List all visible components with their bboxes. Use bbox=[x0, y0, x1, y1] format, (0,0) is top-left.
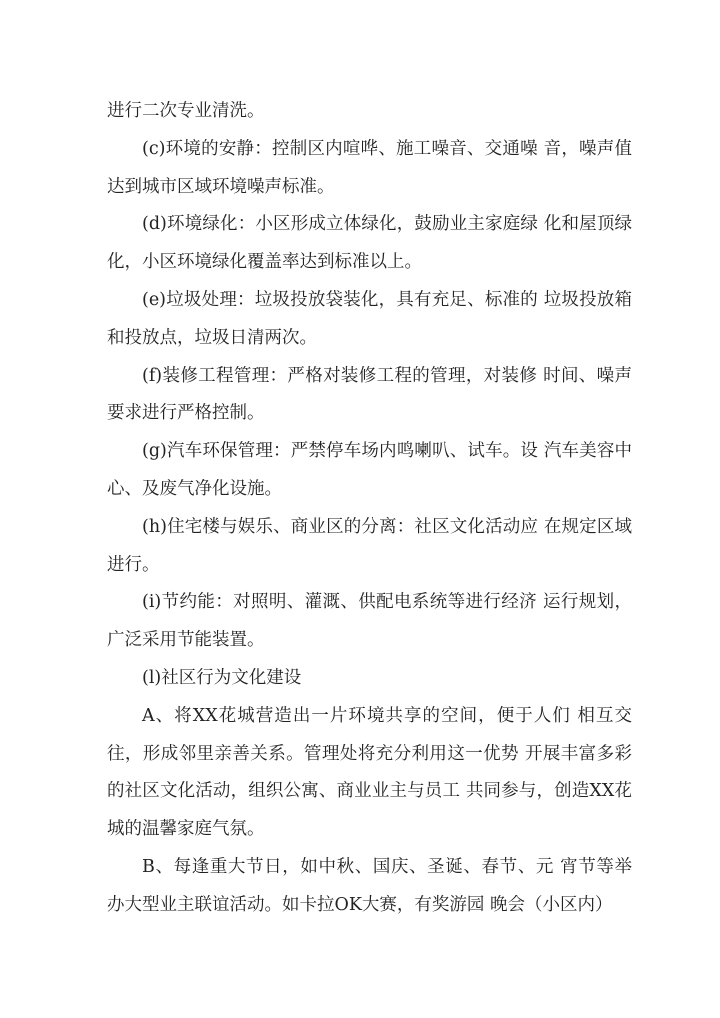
paragraph-renovation: (f)装修工程管理：严格对装修工程的管理，对装修 时间、噪声要求进行严格控制。 bbox=[107, 365, 632, 424]
paragraph-garbage: (e)垃圾处理：垃圾投放袋装化，具有充足、标准的 垃圾投放箱和投放点，垃圾日清两次。 bbox=[107, 289, 632, 348]
paragraph-energy-saving: (i)节约能：对照明、灌溉、供配电系统等进行经济 运行规划，广泛采用节能装置。 bbox=[107, 592, 632, 651]
paragraph-zone-separation: (h)住宅楼与娱乐、商业区的分离：社区文化活动应 在规定区域进行。 bbox=[107, 516, 632, 575]
document-body bbox=[107, 93, 632, 925]
section-heading-behavior-culture: (l)社区行为文化建设 bbox=[142, 667, 302, 688]
paragraph-greening: (d)环境绿化：小区形成立体绿化，鼓励业主家庭绿 化和屋顶绿化，小区环境绿化覆盖率达到标准以上。 bbox=[107, 214, 632, 273]
paragraph-quiet-environment: (c)环境的安静：控制区内喧哗、施工噪音、交通噪 音，噪声值达到城市区域环境噪声标准。 bbox=[107, 138, 632, 197]
paragraph-vehicle-management: (g)汽车环保管理：严禁停车场内鸣喇叭、试车。设 汽车美容中心、及废气净化设施。 bbox=[107, 441, 632, 499]
paragraph-holiday-events: B、每逢重大节日，如中秋、国庆、圣诞、春节、元 宵节等举办大型业主联谊活动。如卡拉OK大赛，有奖游园 晚会（小区内） bbox=[107, 856, 632, 915]
paragraph-shared-space: A、将XX花城营造出一片环境共享的空间，便于人们 相互交往，形成邻里亲善关系。管理处将充分利用这一优势 开展丰富多彩的社区文化活动，组织公寓、商业业主与员工 共同参与，创造XX花城的温馨家庭气氛。 bbox=[107, 705, 632, 840]
paragraph-cleaning-end: 进行二次专业清洗。 bbox=[107, 101, 265, 121]
